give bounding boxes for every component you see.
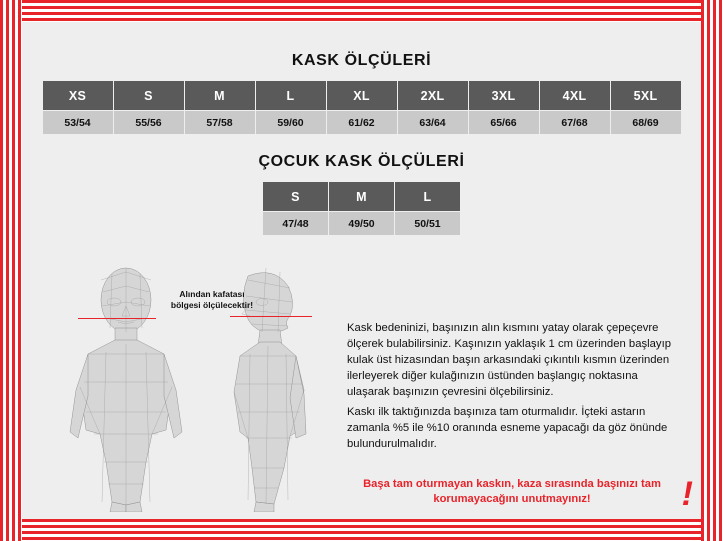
table-header-cell: 4XL — [539, 81, 610, 111]
table-header-cell: 2XL — [397, 81, 468, 111]
measurement-note: Alından kafatası bölgesi ölçülecektir! — [170, 289, 254, 310]
adult-size-table — [42, 80, 682, 135]
instructions-paragraph-2: Kaskı ilk taktığınızda başınıza tam oturmalıdır. İçteki astarın zamanla %5 ile %10 oranında esneme yapacağı da göz önünde bulundurulmalıdır. — [347, 406, 668, 451]
table-row — [263, 212, 461, 236]
table-header-cell: XS — [42, 81, 113, 111]
instructions-paragraph-1: Kask bedeninizi, başınızın alın kısmını yatay olarak çepeçevre ölçerek bulabilirsiniz. Kaşınızın yaklaşık 1 cm üzerinden başlayıp kulak üst hizasından başın arkasındaki çıkıntılı kısmın üzerinden ilerleyerek diğer kulağınızın üstünden başlangıç noktasına ulaşarak başınızın çevresini ölçebilirsiniz. — [347, 322, 671, 399]
decorative-border-right — [701, 0, 723, 541]
table-header-cell: S — [263, 182, 329, 212]
decorative-border-bottom — [0, 519, 723, 541]
table-cell: 68/69 — [610, 111, 681, 135]
table-header-cell: XL — [326, 81, 397, 111]
exclamation-icon: ! — [681, 475, 693, 513]
mannequin-illustrations — [52, 257, 342, 512]
decorative-border-top — [0, 0, 723, 22]
table-header-cell: 3XL — [468, 81, 539, 111]
table-cell: 55/56 — [113, 111, 184, 135]
kids-size-table — [262, 181, 461, 236]
table-row — [42, 111, 681, 135]
table-header-row — [263, 182, 461, 212]
decorative-border-left — [0, 0, 22, 541]
table-header-cell: S — [113, 81, 184, 111]
table-cell: 53/54 — [42, 111, 113, 135]
table-cell: 63/64 — [397, 111, 468, 135]
kids-section-title: ÇOCUK KASK ÖLÇÜLERİ — [258, 153, 465, 170]
table-cell: 59/60 — [255, 111, 326, 135]
measurement-line-front — [78, 318, 156, 319]
table-header-cell: M — [184, 81, 255, 111]
table-cell: 65/66 — [468, 111, 539, 135]
warning-text: Başa tam oturmayan kaskın, kaza sırasında başınızı tam korumayacağını unutmayınız! — [363, 478, 661, 506]
content-area — [22, 22, 701, 519]
table-header-cell: L — [395, 182, 461, 212]
table-header-cell: L — [255, 81, 326, 111]
table-cell: 49/50 — [329, 212, 395, 236]
kids-size-table-wrap — [22, 181, 701, 236]
table-cell: 50/51 — [395, 212, 461, 236]
table-cell: 47/48 — [263, 212, 329, 236]
table-header-row — [42, 81, 681, 111]
instructions-text — [347, 320, 677, 452]
page-title: KASK ÖLÇÜLERİ — [291, 52, 432, 69]
measurement-line-side — [230, 316, 312, 317]
adult-size-table-wrap — [22, 80, 701, 135]
table-cell: 57/58 — [184, 111, 255, 135]
table-cell: 67/68 — [539, 111, 610, 135]
table-header-cell: M — [329, 182, 395, 212]
table-header-cell: 5XL — [610, 81, 681, 111]
table-cell: 61/62 — [326, 111, 397, 135]
